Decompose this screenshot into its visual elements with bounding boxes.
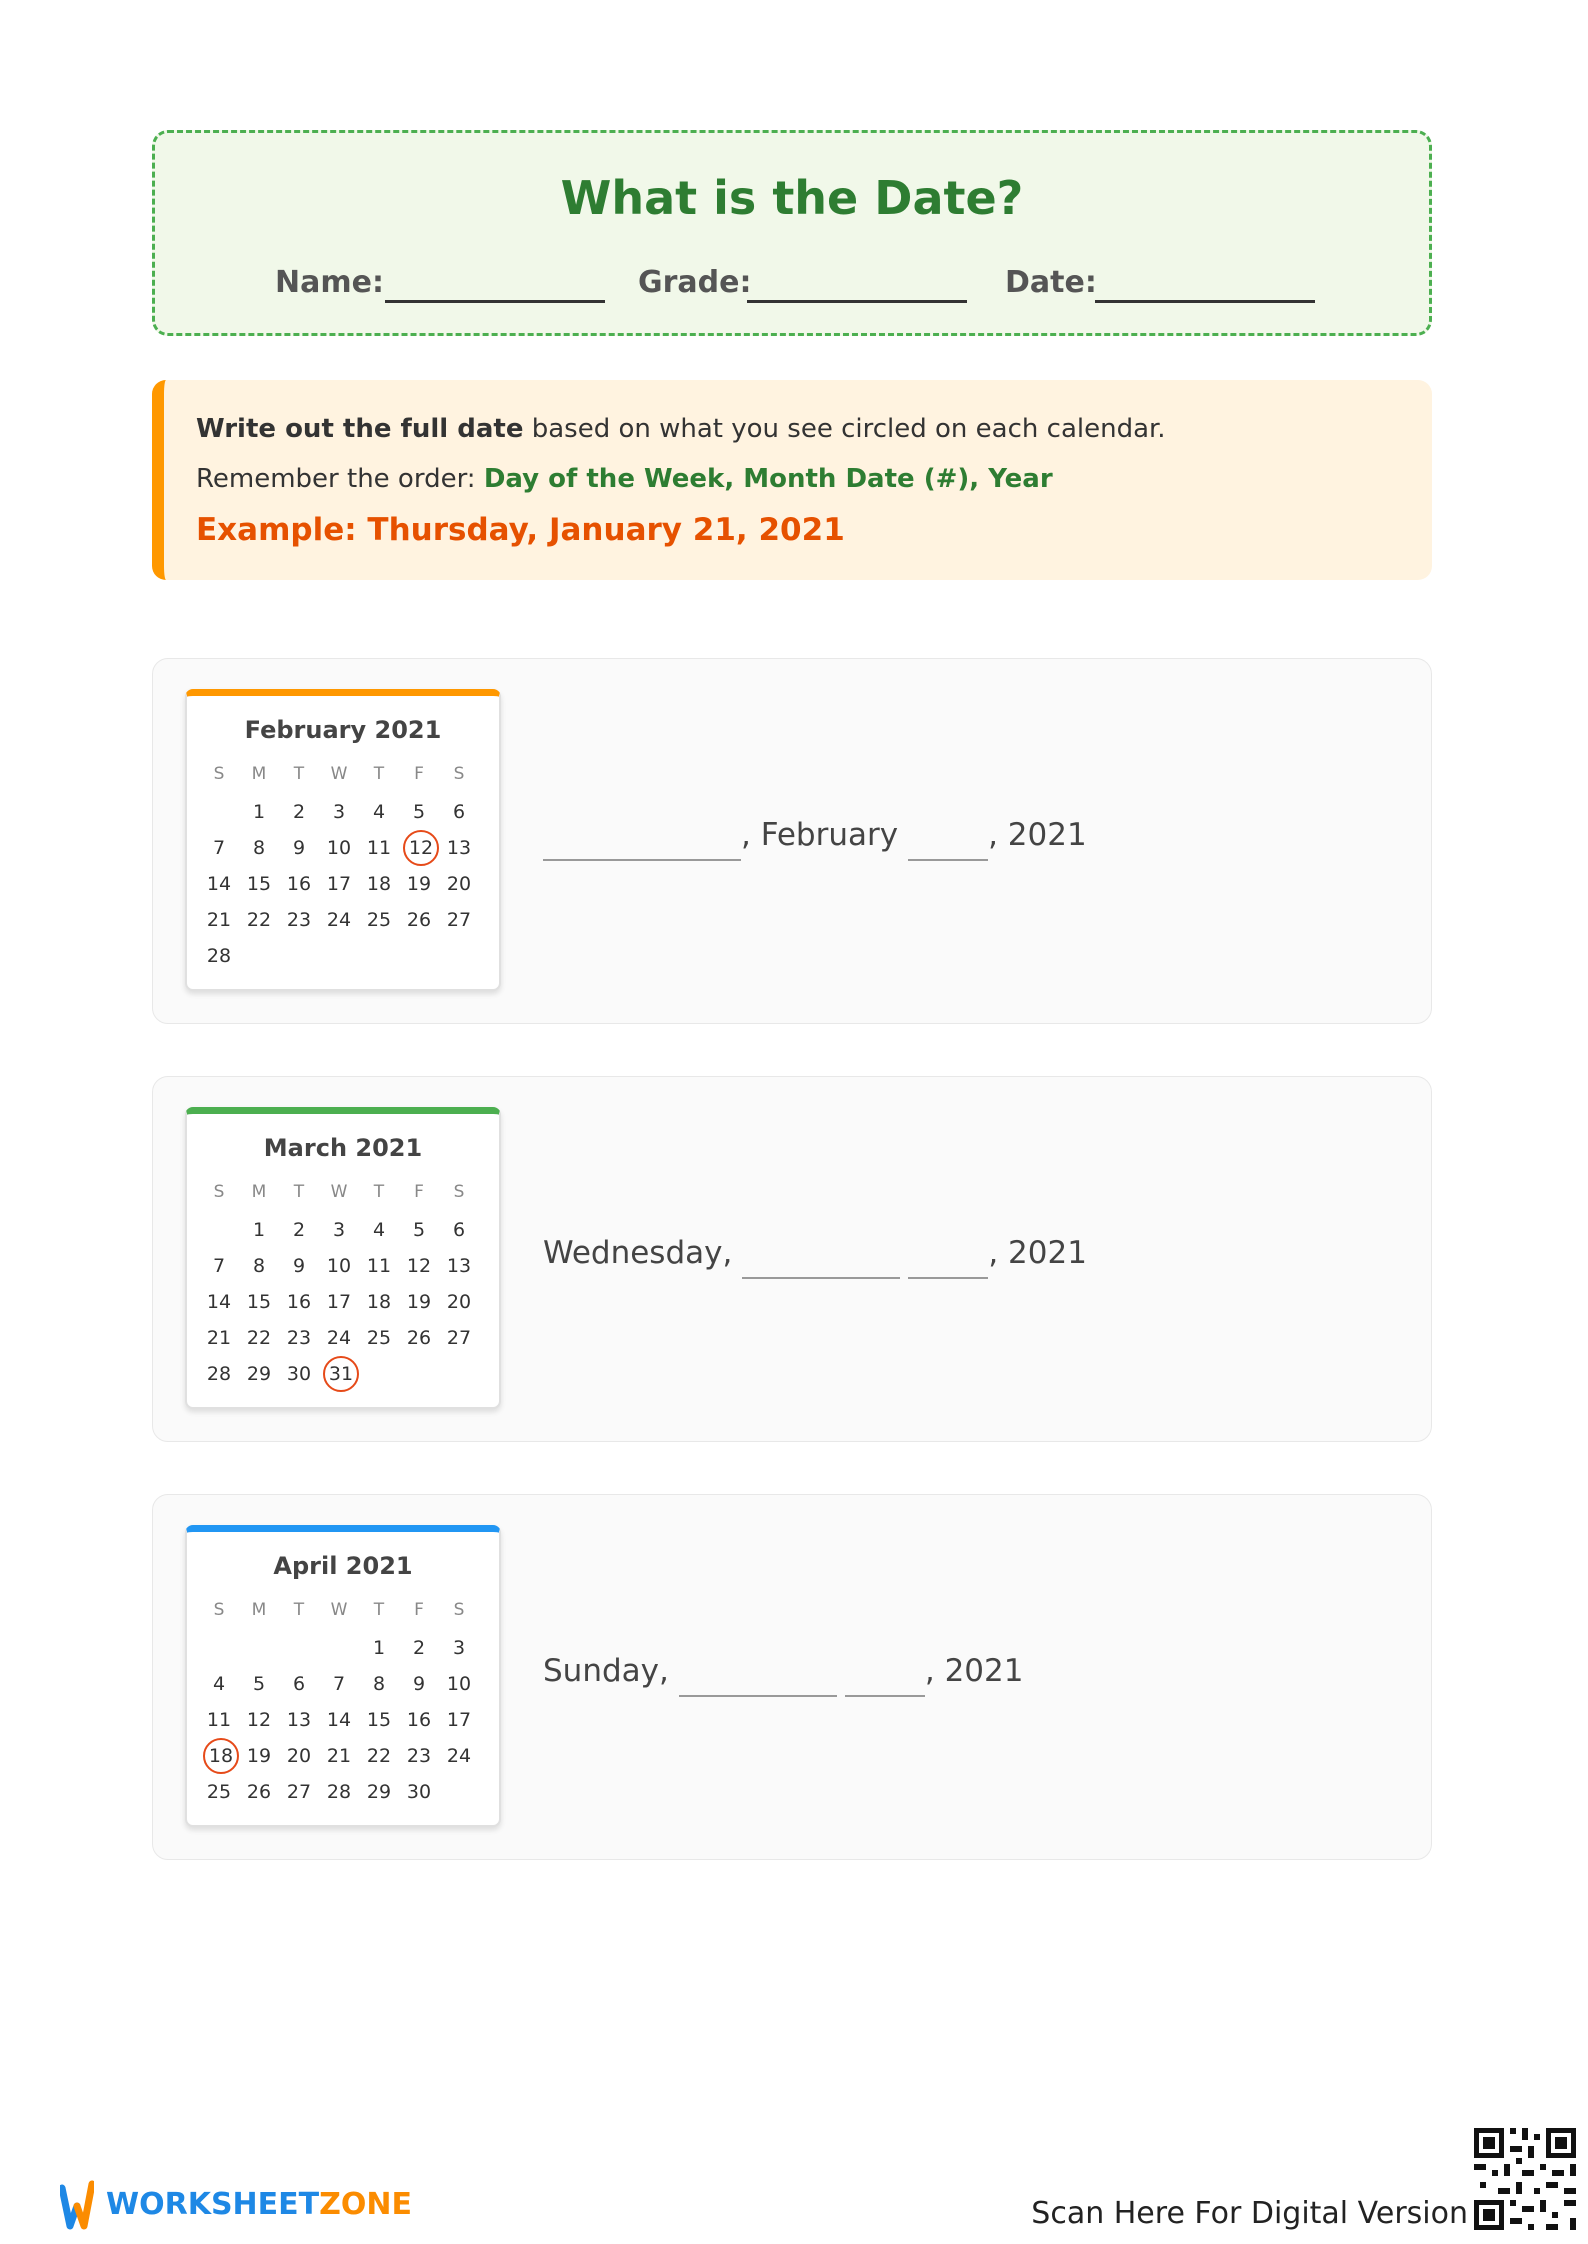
calendar-day: 7 (212, 837, 226, 859)
weekday-header: F (414, 1182, 424, 1202)
answer-year: , 2021 (924, 1653, 1024, 1689)
calendar-day: 10 (326, 837, 352, 859)
calendar-day: 9 (292, 1255, 306, 1277)
calendar-day: 13 (446, 837, 472, 859)
answer-line (543, 1077, 1403, 1443)
calendar-day: 17 (326, 873, 352, 895)
calendar-day: 26 (406, 1327, 432, 1349)
calendar-day-circled: 31 (319, 1356, 359, 1392)
answer-prefix: Sunday, (543, 1653, 669, 1689)
calendar-day: 30 (286, 1363, 312, 1385)
calendar-day: 19 (246, 1745, 272, 1767)
calendar-day: 26 (246, 1781, 272, 1803)
question-card-3 (152, 1494, 1432, 1860)
order-prefix: Remember the order: (196, 464, 484, 494)
instruction-line-2 (196, 464, 1053, 494)
answer-year: , 2021 (988, 1235, 1087, 1271)
weekday-header: S (453, 1182, 465, 1202)
weekday-header: S (213, 1182, 225, 1202)
answer-month: , February (741, 817, 899, 853)
calendar-day: 27 (446, 1327, 472, 1349)
calendar-day: 2 (292, 801, 306, 823)
calendar-day: 23 (406, 1745, 432, 1767)
calendar-day: 16 (286, 873, 312, 895)
calendar (185, 1525, 501, 1827)
calendar-day: 15 (366, 1709, 392, 1731)
calendar-day: 6 (292, 1673, 306, 1695)
month-blank[interactable] (742, 1277, 900, 1279)
answer-prefix: Wednesday, (543, 1235, 733, 1271)
calendar-day: 15 (246, 873, 272, 895)
calendar-day: 4 (372, 1219, 386, 1241)
calendar-day: 14 (206, 873, 232, 895)
calendar-day: 14 (326, 1709, 352, 1731)
calendar-day: 22 (246, 909, 272, 931)
weekday-header: W (330, 764, 348, 784)
weekday-header: S (453, 1600, 465, 1620)
day-blank[interactable] (908, 1277, 988, 1279)
calendar-day: 7 (332, 1673, 346, 1695)
calendar-day: 8 (372, 1673, 386, 1695)
answer-year: , 2021 (988, 817, 1087, 853)
calendar-day: 13 (446, 1255, 472, 1277)
name-field[interactable] (385, 300, 605, 303)
weekday-header: T (293, 1600, 305, 1620)
scan-text: Scan Here For Digital Version (1031, 2196, 1468, 2231)
calendar-day: 12 (246, 1709, 272, 1731)
calendar-day: 19 (406, 873, 432, 895)
brand-name (106, 2187, 412, 2222)
weekday-header: M (251, 764, 267, 784)
calendar-day: 11 (366, 1255, 392, 1277)
calendar-day: 12 (406, 1255, 432, 1277)
calendar-day: 17 (446, 1709, 472, 1731)
calendar-day: 21 (206, 1327, 232, 1349)
calendar-day: 1 (372, 1637, 386, 1659)
calendar-day: 4 (372, 801, 386, 823)
day-blank[interactable] (845, 1695, 925, 1697)
instruction-rest: based on what you see circled on each calendar. (523, 414, 1166, 444)
calendar-day: 8 (252, 1255, 266, 1277)
calendar-day: 19 (406, 1291, 432, 1313)
weekday-header: T (373, 1600, 385, 1620)
calendar-month-title: February 2021 (244, 716, 442, 744)
example-text: Example: Thursday, January 21, 2021 (196, 512, 845, 548)
grade-label: Grade: (638, 265, 752, 300)
calendar-day: 25 (206, 1781, 232, 1803)
calendar-day: 5 (252, 1673, 266, 1695)
calendar-day: 10 (446, 1673, 472, 1695)
date-field[interactable] (1095, 300, 1315, 303)
calendar-day: 30 (406, 1781, 432, 1803)
question-card-1 (152, 658, 1432, 1024)
weekday-header: W (330, 1600, 348, 1620)
instruction-bold: Write out the full date (196, 414, 524, 444)
calendar (185, 1107, 501, 1409)
calendar-day: 2 (412, 1637, 426, 1659)
weekday-header: T (293, 1182, 305, 1202)
calendar-day-circled: 12 (399, 830, 439, 866)
page-title: What is the Date? (560, 171, 1024, 225)
calendar-day: 18 (366, 1291, 392, 1313)
calendar-day: 27 (286, 1781, 312, 1803)
calendar-day: 15 (246, 1291, 272, 1313)
calendar-day: 28 (206, 1363, 232, 1385)
calendar-month-title: March 2021 (263, 1134, 423, 1162)
weekday-header: S (213, 764, 225, 784)
weekday-header: M (251, 1182, 267, 1202)
calendar-day: 25 (366, 1327, 392, 1349)
calendar-day: 5 (412, 1219, 426, 1241)
day-blank[interactable] (908, 859, 988, 861)
calendar-day-circled: 18 (199, 1738, 239, 1774)
answer-line (543, 1495, 1403, 1861)
calendar-day: 16 (286, 1291, 312, 1313)
grade-field[interactable] (747, 300, 967, 303)
date-label: Date: (1005, 265, 1097, 300)
weekday-blank[interactable] (543, 859, 741, 861)
brand-worksheet: WORKSHEET (106, 2187, 320, 2222)
calendar-day: 6 (452, 1219, 466, 1241)
weekday-header: M (251, 1600, 267, 1620)
header-box (152, 130, 1432, 336)
calendar-day: 9 (292, 837, 306, 859)
calendar-day: 13 (286, 1709, 312, 1731)
weekday-header: W (330, 1182, 348, 1202)
weekday-header: T (293, 764, 305, 784)
calendar-day: 14 (206, 1291, 232, 1313)
calendar-day: 21 (326, 1745, 352, 1767)
calendar-day: 10 (326, 1255, 352, 1277)
brand-zone: ZONE (319, 2187, 412, 2222)
calendar-day: 9 (412, 1673, 426, 1695)
calendar-day: 17 (326, 1291, 352, 1313)
calendar-day: 16 (406, 1709, 432, 1731)
calendar-day: 28 (326, 1781, 352, 1803)
calendar-day: 1 (252, 801, 266, 823)
calendar-day: 8 (252, 837, 266, 859)
calendar (185, 689, 501, 991)
calendar-day: 11 (206, 1709, 232, 1731)
order-highlight: Day of the Week, Month Date (#), Year (483, 464, 1053, 494)
instructions-box (152, 380, 1432, 580)
calendar-day: 26 (406, 909, 432, 931)
calendar-day: 20 (286, 1745, 312, 1767)
calendar-day: 18 (366, 873, 392, 895)
calendar-day: 24 (326, 1327, 352, 1349)
calendar-day: 3 (452, 1637, 466, 1659)
weekday-header: F (414, 764, 424, 784)
calendar-day: 1 (252, 1219, 266, 1241)
worksheetzone-logo-icon (60, 2178, 94, 2232)
weekday-header: T (373, 1182, 385, 1202)
calendar-day: 4 (212, 1673, 226, 1695)
calendar-day: 23 (286, 1327, 312, 1349)
calendar-day: 29 (366, 1781, 392, 1803)
calendar-day: 2 (292, 1219, 306, 1241)
calendar-day: 7 (212, 1255, 226, 1277)
calendar-day: 3 (332, 1219, 346, 1241)
answer-line (543, 659, 1403, 1025)
calendar-day: 6 (452, 801, 466, 823)
weekday-header: T (373, 764, 385, 784)
weekday-header: F (414, 1600, 424, 1620)
calendar-day: 20 (446, 1291, 472, 1313)
calendar-day: 28 (206, 945, 232, 967)
weekday-header: S (453, 764, 465, 784)
calendar-month-title: April 2021 (273, 1552, 413, 1580)
calendar-day: 22 (366, 1745, 392, 1767)
weekday-header: S (213, 1600, 225, 1620)
question-card-2 (152, 1076, 1432, 1442)
calendar-day: 23 (286, 909, 312, 931)
calendar-day: 27 (446, 909, 472, 931)
calendar-day: 5 (412, 801, 426, 823)
instruction-line-1 (196, 414, 1166, 444)
calendar-day: 20 (446, 873, 472, 895)
calendar-day: 11 (366, 837, 392, 859)
calendar-day: 3 (332, 801, 346, 823)
calendar-day: 21 (206, 909, 232, 931)
calendar-day: 24 (446, 1745, 472, 1767)
name-label: Name: (275, 265, 384, 300)
calendar-day: 25 (366, 909, 392, 931)
calendar-day: 29 (246, 1363, 272, 1385)
calendar-day: 24 (326, 909, 352, 931)
calendar-day: 22 (246, 1327, 272, 1349)
qr-code-icon[interactable] (1470, 2124, 1580, 2234)
month-blank[interactable] (679, 1695, 837, 1697)
